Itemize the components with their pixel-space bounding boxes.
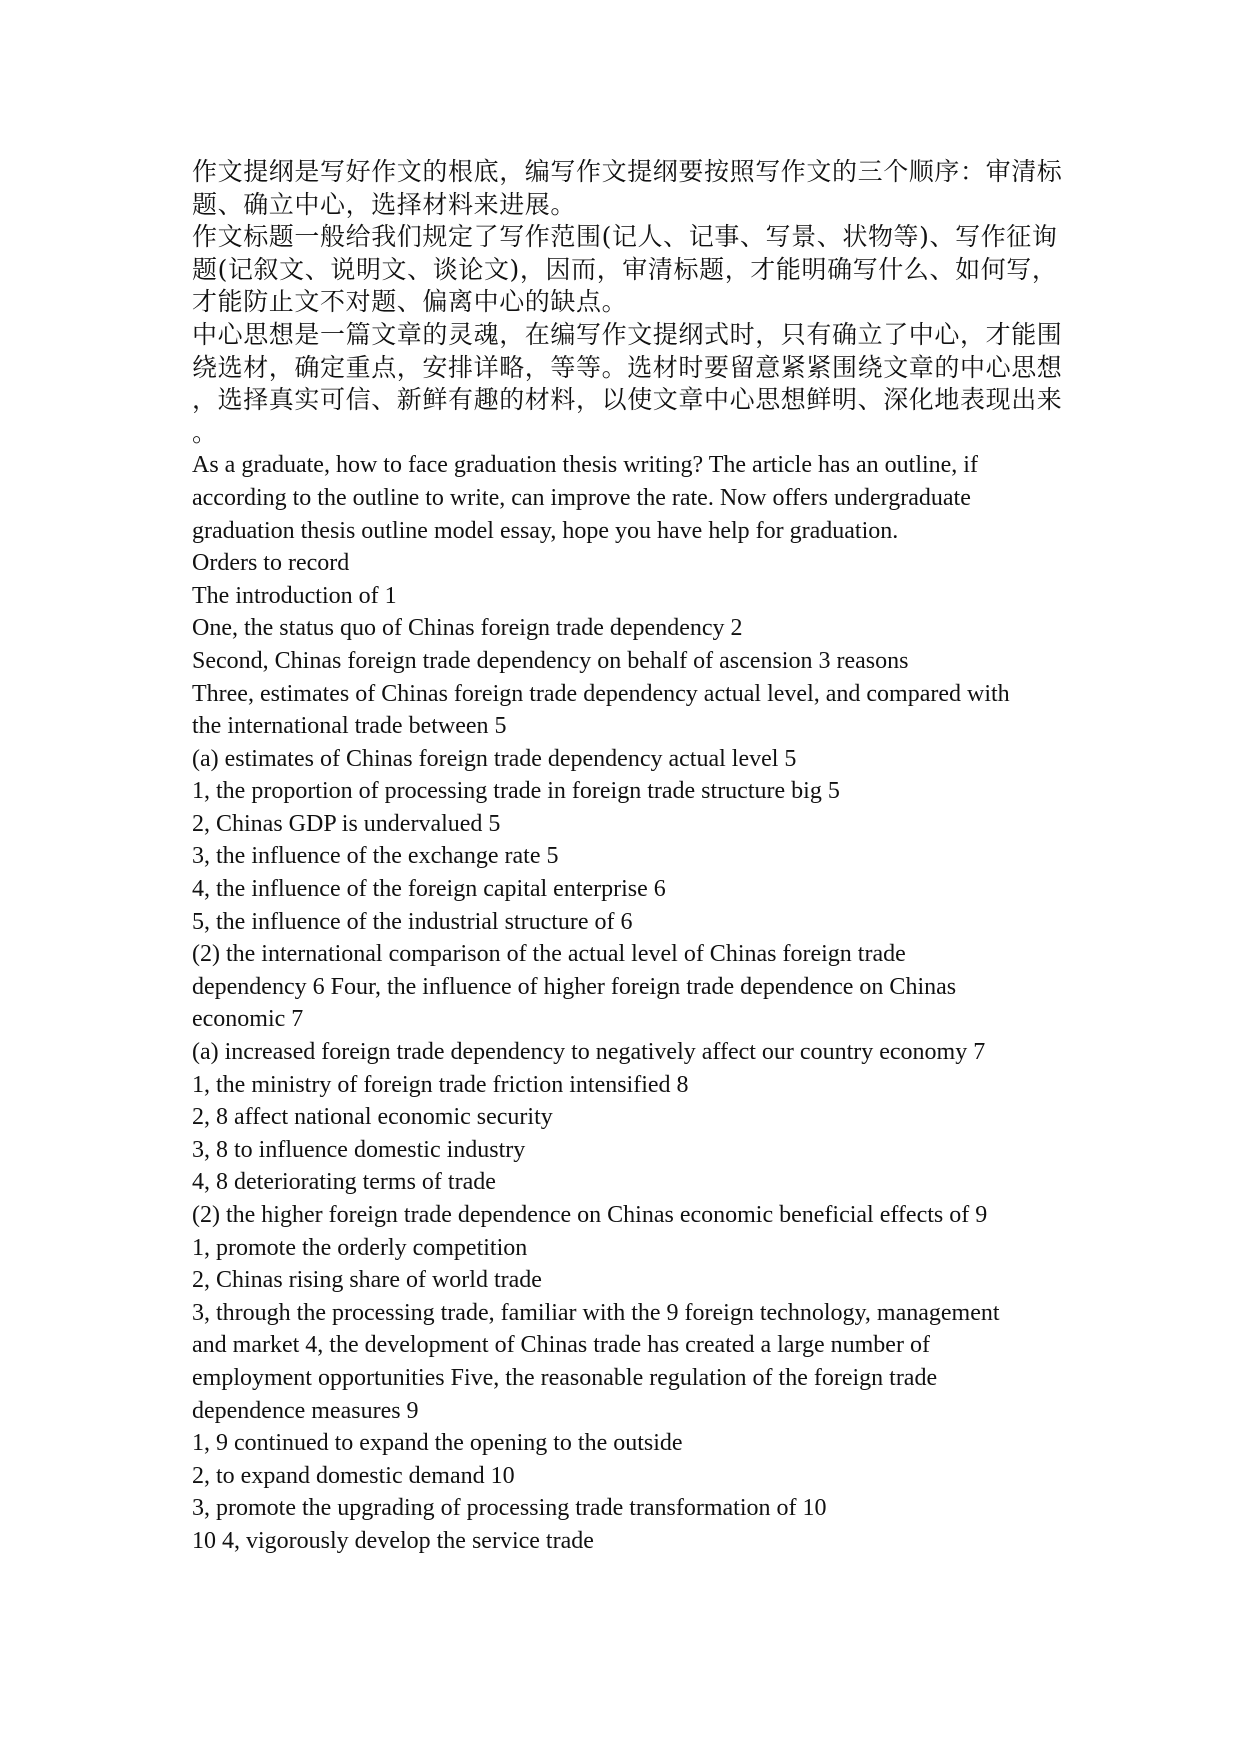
text-line: 中心思想是一篇文章的灵魂，在编写作文提纲式时，只有确立了中心，才能围: [192, 319, 1063, 349]
outline-item: 10 4, vigorously develop the service trade: [192, 1527, 594, 1554]
outline-item: (2) the higher foreign trade dependence on Chinas economic beneficial effects of 9: [192, 1202, 988, 1228]
outline-item: Second, Chinas foreign trade dependency on behalf of ascension 3 reasons: [192, 647, 909, 674]
paragraph-title-scope: [192, 221, 1062, 319]
outline-item: 3, the influence of the exchange rate 5: [192, 843, 559, 870]
outline-item: 3, 8 to influence domestic industry: [192, 1136, 526, 1163]
outline-item: and market 4, the development of Chinas trade has created a large number of: [192, 1332, 930, 1359]
outline-item: 2, Chinas rising share of world trade: [192, 1267, 542, 1294]
text-line: 作文提纲是写好作文的根底，编写作文提纲要按照写作文的三个顺序：审清标: [192, 157, 1063, 186]
outline-item: 1, the ministry of foreign trade friction intensified 8: [192, 1071, 689, 1098]
outline-item: 1, the proportion of processing trade in foreign trade structure big 5: [192, 778, 840, 805]
outline-item: 2, Chinas GDP is undervalued 5: [192, 810, 501, 837]
outline-item: 3, promote the upgrading of processing trade transformation of 10: [192, 1495, 827, 1522]
outline-item: One, the status quo of Chinas foreign trade dependency 2: [192, 615, 743, 642]
document-page: [192, 156, 1062, 1558]
outline-item: (a) increased foreign trade dependency to negatively affect our country economy 7: [192, 1039, 986, 1066]
text-line: 题(记叙文、说明文、谈论文)，因而，审清标题，才能明确写什么、如何写，: [192, 254, 1058, 284]
intro-line: As a graduate, how to face graduation thesis writing? The article has an outline, if: [192, 452, 978, 479]
outline-item: 3, through the processing trade, familiar with the 9 foreign technology, management: [192, 1299, 1000, 1326]
text-line: 。: [192, 417, 218, 447]
outline-item: 1, 9 continued to expand the opening to the outside: [192, 1430, 683, 1457]
outline-item: the international trade between 5: [192, 713, 507, 740]
outline-item: dependency 6 Four, the influence of higher foreign trade dependence on Chinas: [192, 973, 957, 1000]
outline-item: 4, the influence of the foreign capital enterprise 6: [192, 876, 666, 903]
outline-item: Three, estimates of Chinas foreign trade dependency actual level, and compared with: [192, 680, 1010, 707]
outline-item: 2, to expand domestic demand 10: [192, 1462, 515, 1489]
outline-item: employment opportunities Five, the reasonable regulation of the foreign trade: [192, 1364, 938, 1391]
english-outline-section: [192, 449, 1062, 1557]
outline-item: dependence measures 9: [192, 1397, 419, 1424]
chinese-section: [192, 156, 1062, 449]
outline-item: 5, the influence of the industrial structure of 6: [192, 908, 633, 935]
outline-item: 2, 8 affect national economic security: [192, 1104, 553, 1131]
intro-line: according to the outline to write, can improve the rate. Now offers undergraduate: [192, 484, 971, 511]
outline-item: 1, promote the orderly competition: [192, 1234, 528, 1261]
outline-item: (a) estimates of Chinas foreign trade dependency actual level 5: [192, 745, 797, 772]
text-line: 才能防止文不对题、偏离中心的缺点。: [192, 287, 628, 317]
text-line: 绕选材，确定重点，安排详略，等等。选材时要留意紧紧围绕文章的中心思想: [192, 352, 1063, 382]
outline-item: 4, 8 deteriorating terms of trade: [192, 1169, 496, 1196]
text-line: ，选择真实可信、新鲜有趣的材料，以使文章中心思想鲜明、深化地表现出来: [192, 385, 1063, 415]
text-line: 题、确立中心，选择材料来进展。: [192, 189, 577, 219]
outline-item: economic 7: [192, 1006, 304, 1033]
intro-line: graduation thesis outline model essay, hope you have help for graduation.: [192, 517, 899, 544]
text-line: 作文标题一般给我们规定了写作范围(记人、记事、写景、状物等)、写作征询: [192, 222, 1058, 252]
outline-heading: Orders to record: [192, 550, 350, 577]
outline-item: (2) the international comparison of the actual level of Chinas foreign trade: [192, 941, 906, 968]
outline-item: The introduction of 1: [192, 582, 397, 609]
paragraph-outline-basis: [192, 156, 1062, 221]
paragraph-central-idea: [192, 319, 1062, 449]
